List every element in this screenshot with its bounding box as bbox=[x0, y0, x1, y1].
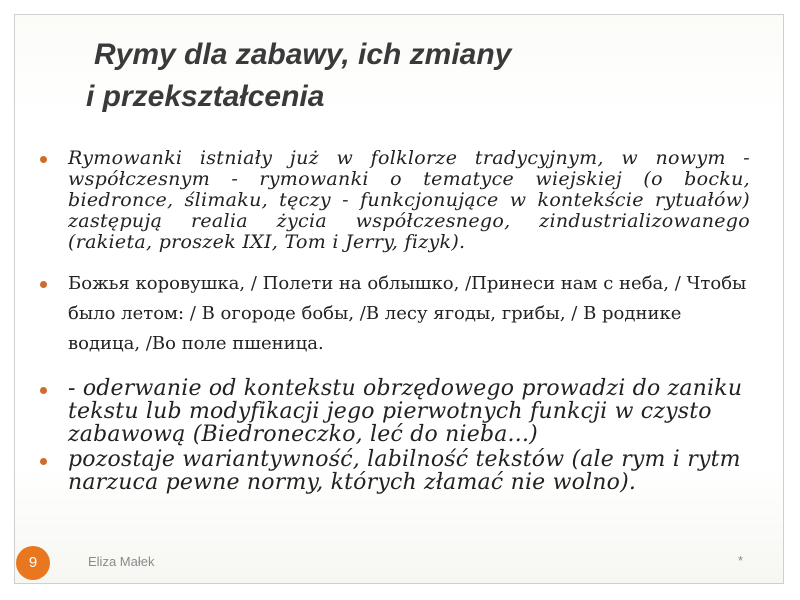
bullet-dot-icon bbox=[40, 387, 47, 394]
bullet-text-1: Rymowanki istniały już w folklorze tradycyjnym, w nowym - współczesnym - rymowanki o tematyce wiejskiej (o bocku, biedronce, ślimaku, tęczy - funkcjonujące w kontekście rytuałów) zastępują realia życia współczesnego, zindustrializowanego (rakieta, proszek IXI, Tom i Jerry, fizyk). bbox=[68, 147, 750, 253]
bullet-dot-icon bbox=[40, 156, 47, 163]
title-line-2: i przekształcenia bbox=[86, 80, 325, 113]
title-line-1: Rymy dla zabawy, ich zmiany bbox=[94, 38, 512, 71]
bullet-text-4: pozostaje wariantywność, labilność tekstów (ale rym i rytm narzuca pewne normy, których złamać nie wolno). bbox=[68, 447, 741, 495]
slide-title bbox=[86, 34, 726, 118]
bullet-dot-icon bbox=[40, 458, 47, 465]
bullet-item-1 bbox=[40, 148, 750, 253]
footer-author: Eliza Małek bbox=[88, 554, 155, 569]
bullet-text-3: - oderwanie od kontekstu obrzędowego prowadzi do zaniku tekstu lub modyfikacji jego pierwotnych funkcji w czysto zabawową (Biedroneczko, leć do nieba...) bbox=[68, 376, 743, 447]
slide-content bbox=[40, 148, 750, 494]
bullet-item-3 bbox=[40, 377, 750, 446]
page-number-badge: 9 bbox=[16, 546, 50, 580]
bullet-item-2 bbox=[40, 269, 750, 359]
bullet-text-2: Божья коровушка, / Полети на облышко, /Принеси нам с неба, / Чтобы было летом: / В огороде бобы, /В лесу ягоды, грибы, / В роднике водица, /Во поле пшеница. bbox=[68, 273, 747, 354]
bullet-dot-icon bbox=[40, 281, 47, 288]
footer-marker: * bbox=[738, 553, 744, 568]
bullet-item-4 bbox=[40, 448, 750, 494]
